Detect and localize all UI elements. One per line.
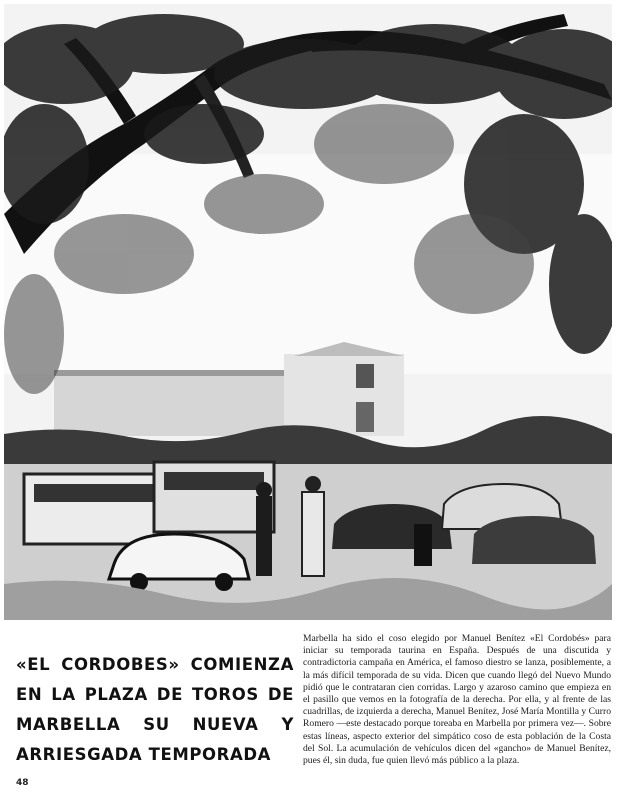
photo-bullring-parking-icon <box>4 4 612 620</box>
article-body: Marbella ha sido el coso elegido por Manuel Benítez «El Cordobés» para iniciar su temporada taurina en España. Después de una discutida y contradictoria campaña en América, el famoso diestro se lanza, posiblemente, a la más difícil temporada de su vida. Dicen que cuando llegó del Nuevo Mundo pidió que le contrataran cien corridas. Largo y azaroso camino que empieza en el pasillo que vemos en la fotografía de la derecha. Por ella, y al frente de las cuadrillas, de izquierda a derecha, Manuel Benítez, José María Montilla y Curro Romero —este destacado porque toreaba en Marbella por primera vez—. Sobre estas líneas, aspecto exterior del simpático coso de esta población de la Costa del Sol. La acumulación de vehículos dicen del «gancho» de Manuel Benítez, pues él, sin duda, fue quien llevó más público a la plaza. <box>303 633 611 767</box>
page-number: 48 <box>16 778 29 788</box>
bullring-photo <box>4 4 612 620</box>
article-headline: «EL CORDOBES» COMIENZA EN LA PLAZA DE TOROS DE MARBELLA SU NUEVA Y ARRIESGADA TEMPORADA <box>16 655 294 764</box>
